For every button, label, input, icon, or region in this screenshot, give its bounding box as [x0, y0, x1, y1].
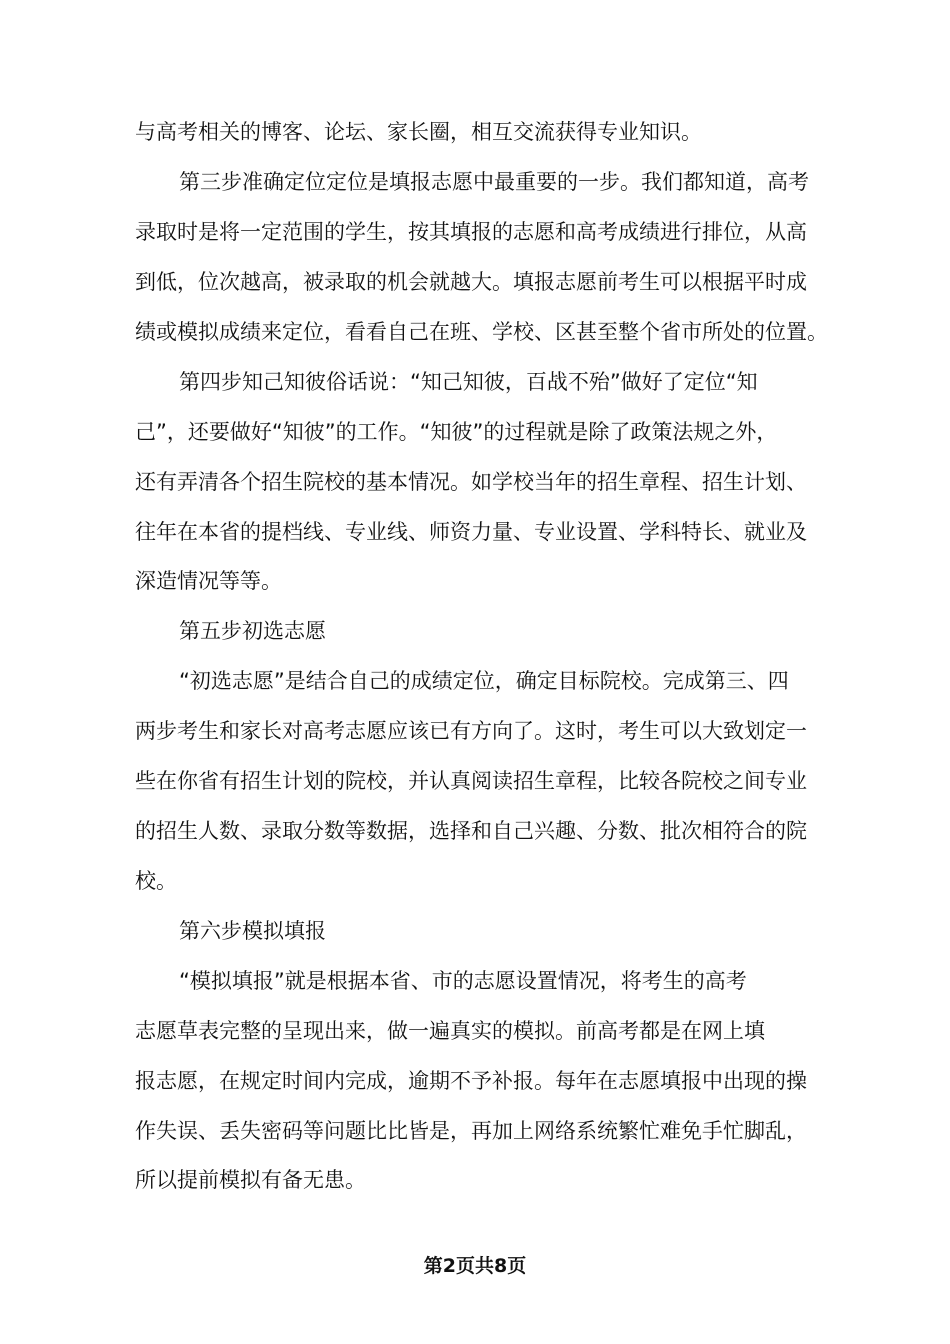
- text-line: “模拟填报”就是根据本省、市的志愿设置情况，将考生的高考: [179, 969, 747, 993]
- text-line: 到低，位次越高，被录取的机会就越大。填报志愿前考生可以根据平时成: [135, 270, 807, 294]
- text-line: 校。: [135, 869, 177, 893]
- text-line: 还有弄清各个招生院校的基本情况。如学校当年的招生章程、招生计划、: [135, 470, 807, 494]
- paragraph-heading: 第四步知己知彼俗话说：“知己知彼，百战不殆”做好了定位“知: [179, 370, 758, 394]
- text-line: 两步考生和家长对高考志愿应该已有方向了。这时，考生可以大致划定一: [135, 719, 807, 743]
- paragraph-heading: 第三步准确定位定位是填报志愿中最重要的一步。我们都知道，高考: [179, 170, 809, 194]
- text-line: 的招生人数、录取分数等数据，选择和自己兴趣、分数、批次相符合的院: [135, 819, 807, 843]
- text-line: 往年在本省的提档线、专业线、师资力量、专业设置、学科特长、就业及: [135, 520, 807, 544]
- text-line: 己”，还要做好“知彼”的工作。“知彼”的过程就是除了政策法规之外，: [135, 420, 778, 444]
- text-line: 录取时是将一定范围的学生，按其填报的志愿和高考成绩进行排位，从高: [135, 220, 807, 244]
- text-line: 些在你省有招生计划的院校，并认真阅读招生章程，比较各院校之间专业: [135, 769, 807, 793]
- text-line: “初选志愿”是结合自己的成绩定位，确定目标院校。完成第三、四: [179, 669, 789, 693]
- text-line: 报志愿，在规定时间内完成，逾期不予补报。每年在志愿填报中出现的操: [135, 1069, 807, 1093]
- text-line: 与高考相关的博客、论坛、家长圈，相互交流获得专业知识。: [135, 120, 702, 144]
- text-line: 绩或模拟成绩来定位，看看自己在班、学校、区甚至整个省市所处的位置。: [135, 320, 828, 344]
- section-heading: 第五步初选志愿: [179, 619, 326, 643]
- text-line: 志愿草表完整的呈现出来，做一遍真实的模拟。前高考都是在网上填: [135, 1019, 765, 1043]
- section-heading: 第六步模拟填报: [179, 919, 326, 943]
- page-number-footer: 第2页共8页: [423, 1255, 527, 1277]
- text-line: 所以提前模拟有备无患。: [135, 1168, 366, 1192]
- text-line: 作失误、丢失密码等问题比比皆是，再加上网络系统繁忙难免手忙脚乱，: [135, 1119, 807, 1143]
- text-line: 深造情况等等。: [135, 569, 282, 593]
